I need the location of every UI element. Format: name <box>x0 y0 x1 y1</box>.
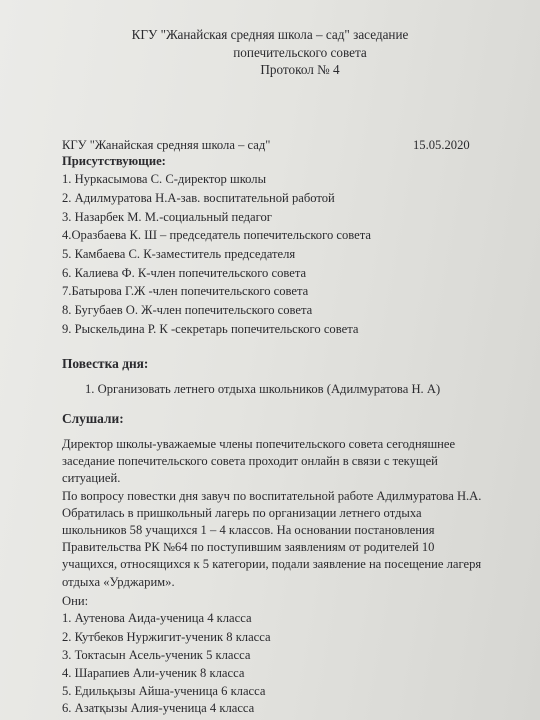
paragraph-line: отдыха «Урджарим». <box>62 575 175 589</box>
paragraph-line: учащихся, относящихся к 5 категории, подали заявление на посещение лагеря <box>62 557 482 571</box>
header-line-2: попечительского совета <box>233 45 367 60</box>
student-item: 5. Едильқызы Айша-ученица 6 класса <box>62 684 266 698</box>
attendee-item: 9. Рыскельдина Р. К -секретарь попечительского совета <box>62 322 359 336</box>
attendee-item: 6. Калиева Ф. К-член попечительского совета <box>62 266 307 280</box>
attendees-heading: Присутствующие: <box>62 154 166 168</box>
attendee-item: 3. Назарбек М. М.-социальный педагог <box>62 210 272 224</box>
header-line-1: КГУ "Жанайская средняя школа – сад" заседание <box>131 27 409 42</box>
agenda-item: 1. Организовать летнего отдыха школьников (Адилмуратова Н. А) <box>85 382 441 396</box>
paragraph-line: Директор школы-уважаемые члены попечительского совета сегодняшнее <box>62 437 456 451</box>
attendee-item: 4.Оразбаева К. Ш – председатель попечительского совета <box>62 228 371 242</box>
student-item: 4. Шарапиев Али-ученик 8 класса <box>62 666 245 680</box>
student-item: 3. Токтасын Асель-ученик 5 класса <box>62 648 251 662</box>
org-name: КГУ "Жанайская средняя школа – сад" <box>62 138 271 152</box>
header-protocol-number: Протокол № 4 <box>260 62 340 77</box>
paragraph-line: По вопросу повестки дня завуч по воспитательной работе Адилмуратова Н.А. <box>62 489 482 503</box>
paragraph-line: Правительства РК №64 по поступившим заявлениям от родителей 10 <box>62 540 435 554</box>
student-item: 2. Кутбеков Нуржигит-ученик 8 класса <box>62 630 271 644</box>
attendee-item: 7.Батырова Г.Ж -член попечительского совета <box>62 284 309 298</box>
paragraph-line: заседание попечительского совета проходит онлайн в связи с текущей <box>62 454 438 468</box>
paragraph-line: Обратилась в пришкольный лагерь по организации летнего отдыха <box>62 506 422 520</box>
attendee-item: 2. Адилмуратова Н.А-зав. воспитательной работой <box>62 191 335 205</box>
student-item: 1. Аутенова Аида-ученица 4 класса <box>62 611 252 625</box>
attendee-item: 1. Нуркасымова С. С-директор школы <box>62 172 267 186</box>
paragraph-line: ситуацией. <box>62 471 121 485</box>
agenda-heading: Повестка дня: <box>62 356 149 371</box>
attendee-item: 5. Камбаева С. К-заместитель председателя <box>62 247 296 261</box>
student-item: 6. Азатқызы Алия-ученица 4 класса <box>62 701 255 715</box>
attendee-item: 8. Бугубаев О. Ж-член попечительского совета <box>62 303 313 317</box>
heard-heading: Слушали: <box>62 411 124 426</box>
paragraph-line: школьников 58 учащихся 1 – 4 классов. На основании постановления <box>62 523 435 537</box>
meeting-date: 15.05.2020 <box>413 138 470 152</box>
students-label: Они: <box>62 594 89 608</box>
